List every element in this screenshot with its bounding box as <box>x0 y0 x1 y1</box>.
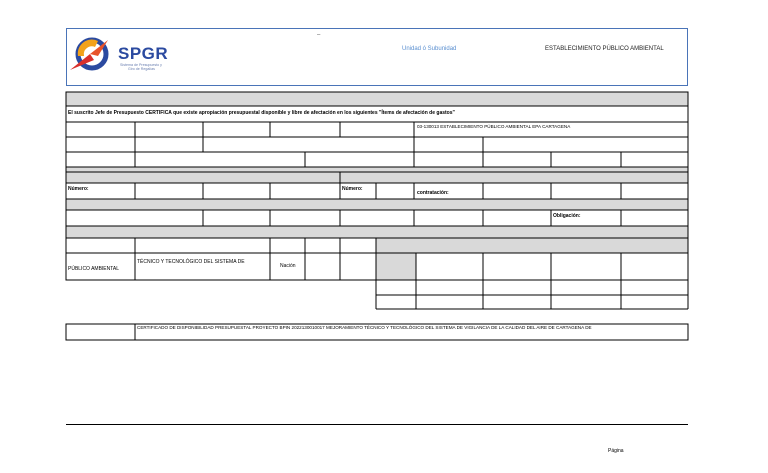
entidad-codigo: 03-130013 ESTABLECIMIENTO PÚBLICO AMBIENTAL EPA CARTAGENA <box>417 124 571 129</box>
obligacion-label: Obligación: <box>553 213 581 219</box>
header-dash: – <box>317 32 321 38</box>
certifica-text: El suscrito Jefe de Presupuesto CERTIFICA que existe apropiación presupuestal disponible y libre de afectación en los siguientes "Ítems de afectación de gastos" <box>68 110 455 116</box>
pagina-label: Página <box>608 448 624 454</box>
logo-subtitle: Giro de Regalías <box>128 67 155 71</box>
unidad-label: Unidad ó Subunidad <box>402 46 457 52</box>
numero-label: Número: <box>342 186 363 192</box>
footer-rule <box>66 424 688 425</box>
desc-tecnico: TÉCNICO Y TECNOLÓGICO DEL SISTEMA DE <box>137 259 245 265</box>
logo-subtitle: Sistema de Presupuesto y <box>120 63 162 67</box>
entity-name: ESTABLECIMIENTO PÚBLICO AMBIENTAL <box>545 46 664 52</box>
publico-ambiental: PÚBLICO AMBIENTAL <box>68 266 120 272</box>
logo-text: SPGR <box>118 44 169 63</box>
objeto-text: CERTIFICADO DE DISPONIBILIDAD PRESUPUESTAL PROYECTO BPIN 2022130010017 MEJORAMIENTO TÉCNICO Y TECNOLÓGICO DEL SISTEMA DE VIGILANCIA DE LA CALIDAD DEL AIRE DE CARTAGENA DE <box>137 325 592 330</box>
contratacion-label: contratación: <box>417 190 449 196</box>
numero-label: Número: <box>68 186 89 192</box>
fuente-nacion: Nación <box>280 263 296 269</box>
